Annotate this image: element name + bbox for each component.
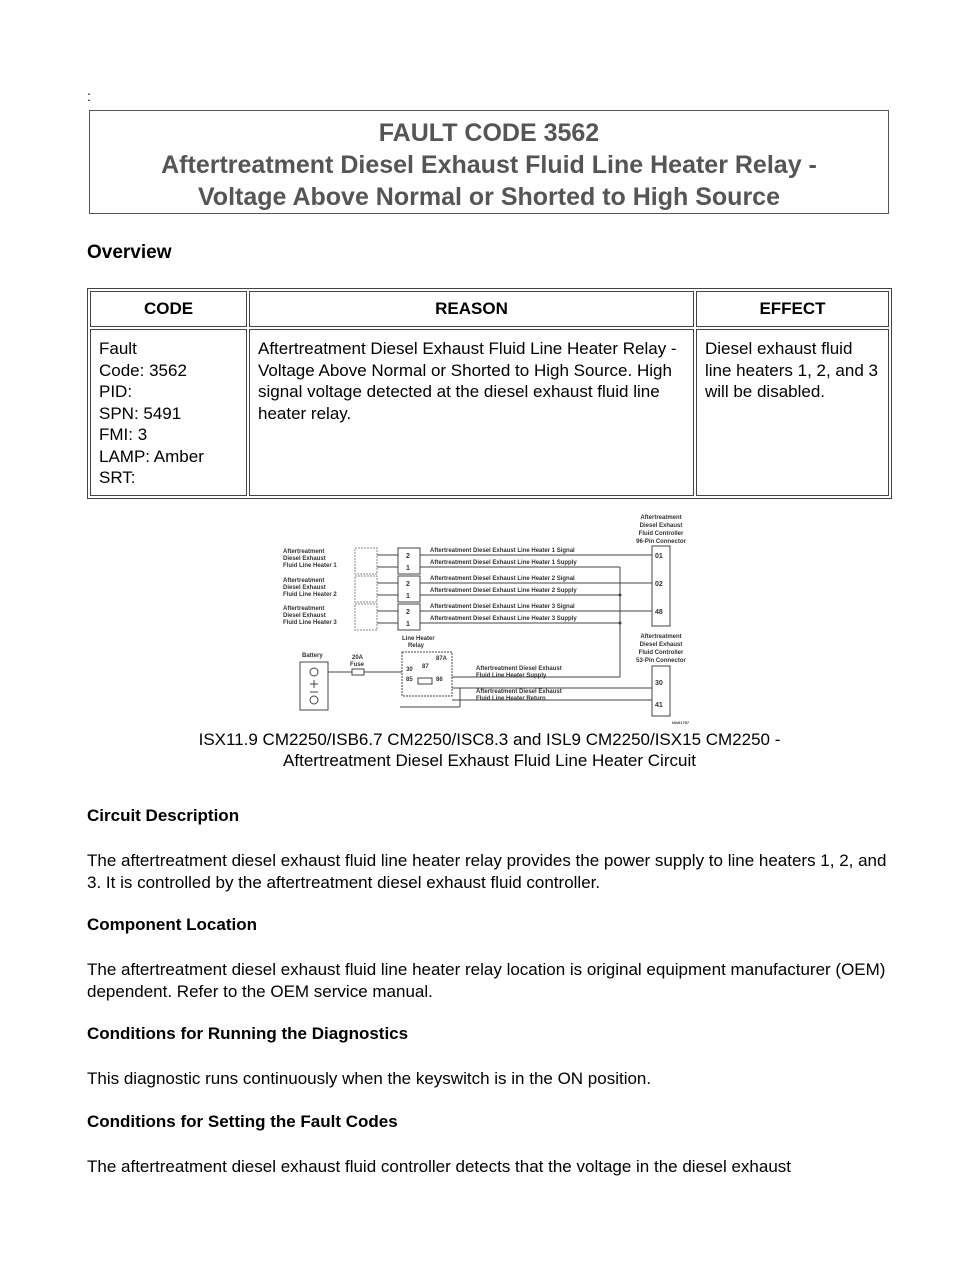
component-location-text: The aftertreatment diesel exhaust fluid line heater relay location is original equipment manufacturer (OEM) dependent. Refer to the OEM service manual.	[87, 960, 886, 1001]
running-diagnostics-text: This diagnostic runs continuously when the keyswitch is in the ON position.	[87, 1069, 652, 1088]
circuit-description-text: The aftertreatment diesel exhaust fluid line heater relay provides the power supply to line heaters 1, 2, and 3. It is controlled by the aftertreatment diesel exhaust fluid controller.	[87, 851, 887, 892]
running-diagnostics-heading: Conditions for Running the Diagnostics	[87, 1024, 409, 1043]
code-cell	[90, 329, 247, 496]
pin-1: 1	[406, 565, 410, 572]
setting-fault-codes-text: The aftertreatment diesel exhaust fluid controller detects that the voltage in the diesel exhaust	[87, 1157, 792, 1176]
heater-1-label: Aftertreatment	[283, 549, 325, 555]
pin-1: 1	[406, 593, 410, 600]
overview-table	[87, 288, 892, 499]
pin-30: 30	[655, 680, 663, 687]
diagram-ref: t4h01797	[672, 720, 690, 725]
fuse-label: 20A	[352, 655, 364, 661]
heater-3-label: Diesel Exhaust	[283, 613, 326, 619]
code-line: Code: 3562	[99, 360, 187, 380]
line-heater-circuit-diagram	[280, 512, 700, 727]
fault-title-box	[89, 110, 889, 214]
pin-41: 41	[655, 702, 663, 709]
pin-1: 1	[406, 621, 410, 628]
controller-96-label: Diesel Exhaust	[639, 523, 683, 529]
pin-48: 48	[655, 609, 663, 616]
fuse	[352, 669, 364, 675]
column-header-effect: EFFECT	[696, 291, 889, 327]
pin-2: 2	[406, 609, 410, 616]
circuit-description-heading: Circuit Description	[87, 806, 240, 825]
caption-line-1: ISX11.9 CM2250/ISB6.7 CM2250/ISC8.3 and ISL9 CM2250/ISX15 CM2250 -	[198, 730, 781, 749]
code-line: FMI: 3	[99, 425, 148, 444]
heater-2-label: Diesel Exhaust	[283, 585, 326, 591]
controller-96-label: Fluid Controller	[638, 531, 684, 537]
supply-wire-label: Aftertreatment Diesel Exhaust	[476, 666, 562, 672]
return-wire-label: Aftertreatment Diesel Exhaust	[476, 689, 562, 695]
overview-data-row	[90, 329, 889, 496]
fault-title-line-2: Aftertreatment Diesel Exhaust Fluid Line Heater Relay -	[161, 151, 817, 179]
relay-pin-87a: 87A	[436, 656, 448, 662]
relay-pin-85: 85	[406, 677, 413, 683]
effect-cell: Diesel exhaust fluid line heaters 1, 2, and 3 will be disabled.	[696, 329, 889, 496]
controller-53-label: 53-Pin Connector	[636, 658, 686, 664]
line-heater-3	[283, 604, 663, 630]
relay-pin-87: 87	[422, 664, 429, 670]
fault-title-line-3: Voltage Above Normal or Shorted to High Source	[197, 183, 780, 211]
relay-pin-30: 30	[406, 667, 413, 673]
overview-header-row	[90, 291, 889, 327]
code-line: PID:	[99, 382, 133, 401]
diagram-caption	[87, 729, 892, 771]
controller-53-label: Aftertreatment	[640, 634, 682, 640]
fault-code-title: FAULT CODE 3562	[378, 119, 600, 147]
heater-1-label: Fluid Line Heater 1	[283, 563, 337, 569]
reason-cell: Aftertreatment Diesel Exhaust Fluid Line Heater Relay - Voltage Above Normal or Shorted to High Source. High signal voltage detected at the diesel exhaust fluid line heater relay.	[249, 329, 694, 496]
heater-2-signal-wire: Aftertreatment Diesel Exhaust Line Heater 2 Signal	[430, 576, 575, 582]
relay-label: Line Heater	[402, 636, 435, 642]
heater-1-supply-wire: Aftertreatment Diesel Exhaust Line Heater 1 Supply	[430, 560, 577, 566]
relay-pin-86: 86	[436, 677, 443, 683]
heater-2-supply-wire: Aftertreatment Diesel Exhaust Line Heater 2 Supply	[430, 588, 577, 594]
page-colon: :	[87, 88, 91, 104]
code-line: LAMP: Amber	[99, 446, 204, 466]
battery-label: Battery	[302, 653, 323, 659]
overview-heading: Overview	[87, 242, 172, 263]
supply-wire-label: Fluid Line Heater Supply	[476, 673, 547, 679]
code-line: SPN: 5491	[99, 403, 182, 423]
column-header-reason: REASON	[249, 291, 694, 327]
code-line: SRT:	[99, 468, 136, 487]
heater-1-label: Diesel Exhaust	[283, 556, 326, 562]
fuse-label: Fuse	[350, 662, 365, 668]
heater-3-label: Aftertreatment	[283, 606, 325, 612]
setting-fault-codes-heading: Conditions for Setting the Fault Codes	[87, 1112, 398, 1131]
controller-53-label: Fluid Controller	[638, 650, 684, 656]
column-header-code: CODE	[90, 291, 247, 327]
heater-3-supply-wire: Aftertreatment Diesel Exhaust Line Heater 3 Supply	[430, 616, 577, 622]
controller-96-label: 96-Pin Connector	[636, 539, 686, 545]
controller-96-label: Aftertreatment	[640, 515, 682, 521]
pin-2: 2	[406, 581, 410, 588]
pin-02: 02	[655, 581, 663, 588]
code-line: Fault	[99, 339, 137, 358]
pin-01: 01	[655, 553, 663, 560]
pin-2: 2	[406, 553, 410, 560]
caption-line-2: Aftertreatment Diesel Exhaust Fluid Line Heater Circuit	[283, 751, 696, 770]
heater-3-label: Fluid Line Heater 3	[283, 620, 337, 626]
return-wire-label: Fluid Line Heater Return	[476, 696, 546, 702]
heater-1-signal-wire: Aftertreatment Diesel Exhaust Line Heater 1 Signal	[430, 548, 575, 554]
heater-3-signal-wire: Aftertreatment Diesel Exhaust Line Heater 3 Signal	[430, 604, 575, 610]
component-location-heading: Component Location	[87, 915, 257, 934]
heater-2-label: Fluid Line Heater 2	[283, 592, 337, 598]
line-heater-2	[283, 576, 663, 602]
line-heater-1	[283, 548, 663, 574]
relay-label: Relay	[408, 643, 425, 649]
controller-53-label: Diesel Exhaust	[639, 642, 683, 648]
heater-2-label: Aftertreatment	[283, 578, 325, 584]
